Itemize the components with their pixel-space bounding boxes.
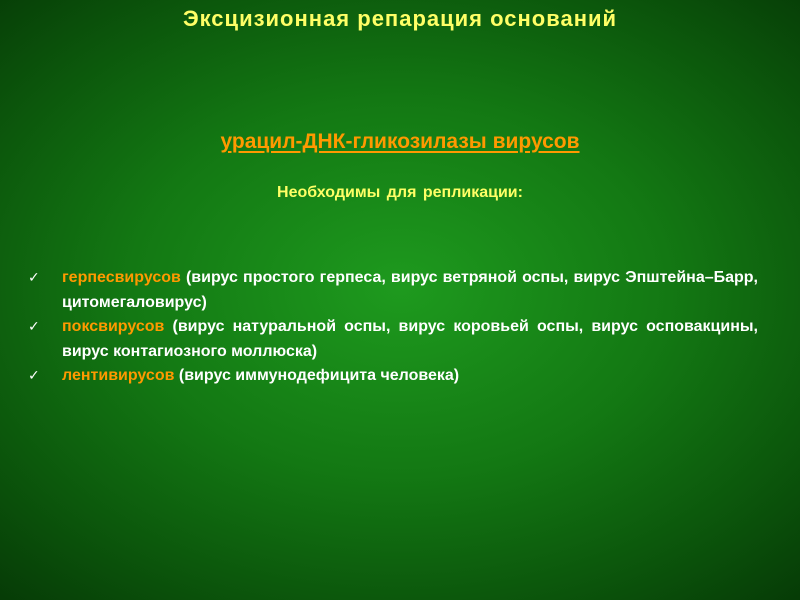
intro-text: Необходимы для репликации: xyxy=(277,184,523,201)
slide-title: Эксцизионная репарация оснований xyxy=(182,6,618,31)
list-item xyxy=(28,364,758,389)
virus-family-name: лентивирусов xyxy=(62,367,175,384)
checkmark-icon: ✓ xyxy=(28,270,40,286)
checkmark-icon: ✓ xyxy=(28,319,40,335)
slide-subtitle xyxy=(0,130,800,154)
virus-examples: (вирус иммунодефицита человека) xyxy=(174,367,460,384)
list-item xyxy=(28,266,758,315)
list-item xyxy=(28,315,758,364)
virus-list xyxy=(28,266,758,389)
subtitle-text: урацил-ДНК-гликозилазы вирусов xyxy=(220,130,580,153)
virus-examples: (вирус простого герпеса, вирус ветряной оспы, вирус Эпштейна–Барр, цитомегаловирус) xyxy=(62,269,758,311)
virus-family-name: поксвирусов xyxy=(62,318,165,335)
checkmark-icon: ✓ xyxy=(28,368,40,384)
virus-family-name: герпесвирусов xyxy=(62,269,181,286)
virus-examples: (вирус натуральной оспы, вирус коровьей оспы, вирус осповакцины, вирус контагиозного моллюска) xyxy=(62,318,758,360)
